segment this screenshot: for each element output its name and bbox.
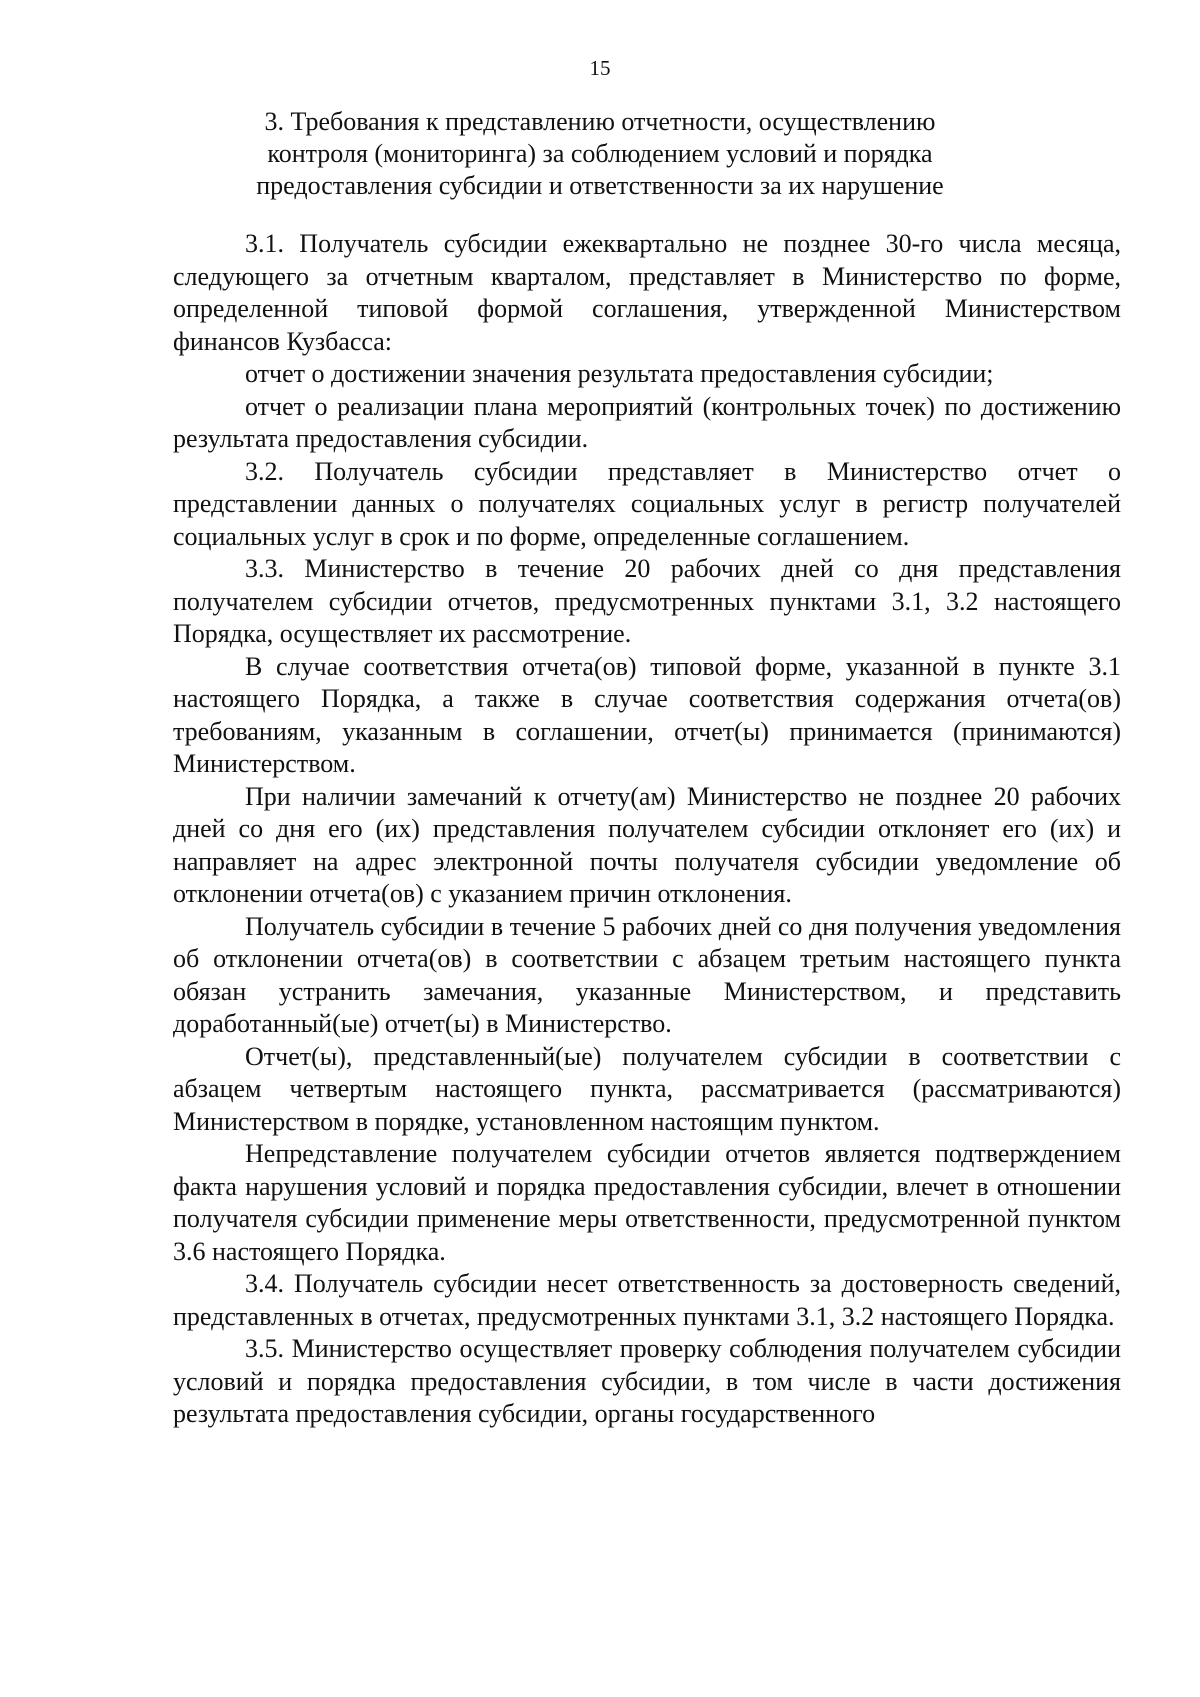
paragraph-report-remarks: При наличии замечаний к отчету(ам) Министерство не позднее 20 рабочих дней со дня его (их) представления получателем субсидии отклоняет его (их) и направляет на адрес электронной почты получателя субсидии уведомление об отклонении отчета(ов) с указанием причин отклонения. — [173, 781, 1121, 908]
paragraph-3-5: 3.5. Министерство осуществляет проверку соблюдения получателем субсидии условий и порядка предоставления субсидии, в том числе в части достижения результата предоставления субсидии, органы государственного — [173, 1334, 1121, 1428]
paragraph-3-3: 3.3. Министерство в течение 20 рабочих дней со дня представления получателем субсидии отчетов, предусмотренных пунктами 3.1, 3.2 настоящего Порядка, осуществляет их рассмотрение. — [173, 554, 1121, 648]
paragraph-3-2: 3.2. Получатель субсидии представляет в Министерство отчет о представлении данных о получателях социальных услуг в регистр получателей социальных услуг в срок и по форме, определенные соглашением. — [173, 456, 1121, 551]
document-body — [173, 228, 1121, 1431]
paragraph-report-resubmitted: Отчет(ы), представленный(ые) получателем субсидии в соответствии с абзацем четвертым настоящего пункта, рассматривается (рассматриваются) Министерством в порядке, установленном настоящим пунктом. — [173, 1041, 1121, 1136]
paragraph-report-plan: отчет о реализации плана мероприятий (контрольных точек) по достижению результата предоставления субсидии. — [173, 391, 1121, 453]
paragraph-3-1: 3.1. Получатель субсидии ежеквартально не позднее 30-го числа месяца, следующего за отчетным кварталом, представляет в Министерство по форме, определенной типовой формой соглашения, утвержденной Министерством финансов Кузбасса: — [173, 229, 1121, 356]
paragraph-report-accepted: В случае соответствия отчета(ов) типовой форме, указанной в пункте 3.1 настоящего Порядка, а также в случае соответствия содержания отчета(ов) требованиям, указанным в соглашении, отчет(ы) принимается (принимаются) Министерством. — [173, 651, 1121, 778]
paragraph-report-result: отчет о достижении значения результата предоставления субсидии; — [245, 359, 994, 388]
section-heading-line: контроля (мониторинга) за соблюдением условий и порядка — [267, 139, 933, 168]
section-heading-line: предоставления субсидии и ответственности за их нарушение — [256, 171, 944, 200]
section-heading-line: 3. Требования к представлению отчетности, осуществлению — [264, 107, 936, 136]
paragraph-3-4: 3.4. Получатель субсидии несет ответственность за достоверность сведений, представленных в отчетах, предусмотренных пунктами 3.1, 3.2 настоящего Порядка. — [173, 1269, 1121, 1331]
paragraph-non-submission: Непредставление получателем субсидии отчетов является подтверждением факта нарушения условий и порядка предоставления субсидии, влечет в отношении получателя субсидии применение меры ответственности, предусмотренной пунктом 3.6 настоящего Порядка. — [173, 1139, 1121, 1266]
paragraph-report-fix: Получатель субсидии в течение 5 рабочих дней со дня получения уведомления об отклонении отчета(ов) в соответствии с абзацем третьим настоящего пункта обязан устранить замечания, указанные Министерством, и представить доработанный(ые) отчет(ы) в Министерство. — [173, 911, 1121, 1038]
section-heading — [230, 106, 970, 202]
page-number: 15 — [589, 56, 611, 80]
